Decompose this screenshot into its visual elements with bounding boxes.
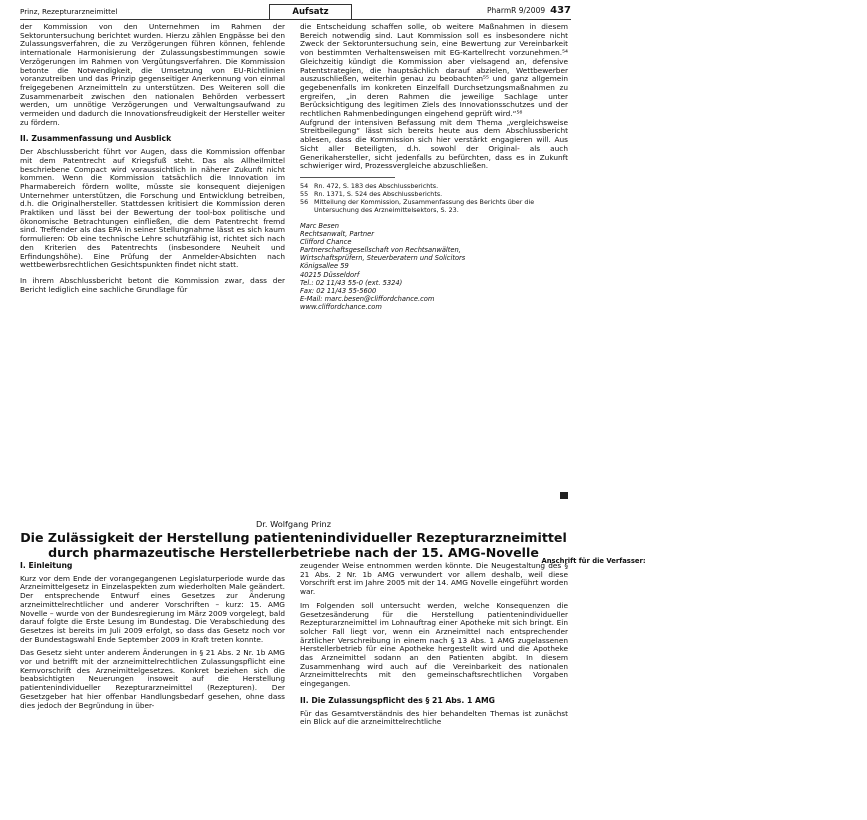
- end-of-article-mark: [560, 492, 568, 499]
- body-paragraph: zeugender Weise entnommen werden könnte. Die Neugestaltung des § 21 Abs. 2 Nr. 1b AMG verwundert vor allem deshalb, weil diese Vorschrift erst im Jahre 2005 mit der 14. AMG Novelle eingeführt worden war.: [300, 561, 568, 597]
- body-paragraph: Im Folgenden soll untersucht werden, welche Konsequenzen die Gesetzesänderung für die Herstellung patientenindividueller Rezepturarzneimittel im Lohnauftrag einer Apotheke mit sich bringt. Ein solcher Fall liegt vor, wenn ein Arzneimittel nach entsprechender ärztlicher Verschreibung in einem nach § 13 Abs. 1 AMG zugelassenen Herstellerbetrieb für eine Apotheke hergestellt wird und die Apotheke das Arzneimittel sodann an den Patienten abgibt. In diesem Zusammenhang wird auch auf die Vereinbarkeit des nationalen Arzneimittelrechts mit den gemeinschaftsrechtlichen Vorgaben eingegangen.: [300, 600, 568, 689]
- footnote: [300, 190, 568, 198]
- address-line: Fax: 02 11/43 55-5600: [300, 286, 377, 295]
- bottom-right-column: [300, 562, 568, 727]
- section-heading: I. Einleitung: [20, 561, 73, 570]
- address-website: www.cliffordchance.com: [300, 302, 382, 311]
- address-line: Wirtschaftsprüfern, Steuerberatern und Solicitors: [300, 254, 466, 263]
- body-paragraph: Das Gesetz sieht unter anderem Änderungen in § 21 Abs. 2 Nr. 1b AMG vor und betrifft mit der arzneimittelrechtlichen Zulassungspflicht eine Kernvorschrift des Arzneimittelgesetzes. Konkret beziehen sich die beabsichtigten Neuerungen insoweit auf die Herstellung patientenindividueller Rezepturarzneimittel (Rezepturen). Der Gesetzgeber hat hier offenbar Handlungsbedarf gesehen, ohne dass dies jedoch der Begründung in über-: [20, 648, 285, 710]
- running-head: [20, 3, 571, 20]
- section-heading: II. Die Zulassungspflicht des § 21 Abs. 1 AMG: [300, 695, 495, 705]
- running-head-left: Prinz, Rezepturarzneimittel: [20, 7, 118, 16]
- address-line: Tel.: 02 11/43 55-0 (ext. 5324): [300, 278, 403, 287]
- address-line: Clifford Chance: [300, 238, 352, 247]
- address-line: Rechtsanwalt, Partner: [300, 230, 375, 239]
- section-tab: Aufsatz: [269, 4, 352, 19]
- author-address: [300, 221, 646, 565]
- address-line: Marc Besen: [300, 221, 339, 230]
- article-title-line: Die Zulässigkeit der Herstellung patientenindividueller Rezepturarzneimittel: [20, 530, 567, 545]
- running-head-right: [487, 5, 571, 16]
- page-number: 437: [550, 5, 571, 16]
- footnote: [300, 182, 568, 190]
- journal-issue: PharmR 9/2009: [487, 6, 546, 15]
- footnote-text: Mitteilung der Kommission, Zusammenfassung des Berichts über die Untersuchung des Arzneimittelsektors, S. 23.: [314, 197, 535, 214]
- body-paragraph: die Entscheidung schaffen solle, ob weitere Maßnahmen in diesem Bereich notwendig sind. Laut Kommission soll es insbesondere nicht Zweck der Sektoruntersuchung sein, eine Bewertung zur Vereinbarkeit von bestimmten Verhaltensweisen mit EG-Kartellrecht vorzunehmen.⁵⁴ Gleichzeitig kündigt die Kommission aber vielsagend an, defensive Patentstrategien, die hauptsächlich darauf abzielen, Wettbewerber auszuschließen, weiterhin genau zu beobachten⁵⁵ und ganz allgemein gegebenenfalls im konkreten Einzelfall Durchsetzungsmaßnahmen zu ergreifen, „in deren Rahmen die jeweilige Sachlage unter Berücksichtigung des legitimen Ziels des Innovationsschutzes und der rechtlichen Rahmenbedingungen eingehend geprüft wird.“⁵⁶: [300, 22, 568, 119]
- address-line: Königsallee 59: [300, 262, 349, 271]
- body-paragraph: der Kommission von den Unternehmen im Rahmen der Sektoruntersuchung berichtet wurden. Hierzu zählen Engpässe bei den Zulassungsverfahren, die zu Verzögerungen führen können, fehlende internationale Harmonisierung der Zulassungsbestimmungen sowie Verzögerungen im Rahmen von Vergütungsverfahren. Die Kommission betonte die Notwendigkeit, die Umsetzung von EU-Richtlinien voranzutreiben und das Prinzip gegenseitiger Anerkennung von einmal freigegebenen Arzneimitteln zu unterstützen. Des Weiteren soll die Zusammenarbeit zwischen den nationalen Behörden verbessert werden, um unnötige Verzögerungen und Verwaltungsaufwand zu vermeiden und dadurch die Innovationsfreudigkeit der Hersteller weiter zu fördern.: [20, 22, 285, 127]
- address-email: E-Mail: marc.besen@cliffordchance.com: [300, 294, 435, 303]
- top-left-column: [20, 23, 285, 294]
- bottom-left-column: [20, 562, 285, 710]
- section-heading: II. Zusammenfassung und Ausblick: [20, 134, 172, 144]
- address-title: Anschrift für die Verfasser:: [541, 557, 646, 565]
- body-paragraph: Der Abschlussbericht führt vor Augen, dass die Kommission offenbar mit dem Patentrecht auf Kriegsfuß steht. Das als Allheilmittel beschriebene Compact wird voraussichtlich in näherer Zukunft nicht kommen. Wenn die Kommission tatsächlich die Innovation im Pharmabereich fördern wollte, müsste sie konsequent diejenigen Unternehmer unterstützen, die Forschung und Entwicklung betreiben, d.h. die Originalhersteller. Stattdessen kritisiert die Kommission deren Praktiken und lässt bei der Bewertung der tool-box politische und ökonomische Betrachtungen einfließen, die dem Patentrecht fremd sind. Treffender als das EPA in seiner Stellungnahme lässt es sich kaum formulieren: Ob eine technische Lehre schutzfähig ist, richtet sich nach den Kriterien des Patentrechts (insbesondere Neuheit und Erfindungshöhe). Eine Prüfung der Anmelder-Absichten nach wettbewerbsrechtlichen Gesichtspunkten findet nicht statt.: [20, 147, 285, 270]
- body-paragraph: Aufgrund der intensiven Befassung mit dem Thema „vergleichsweise Streitbeilegung“ lässt sich bereits heute aus dem Abschlussbericht ablesen, dass die Kommission sich hier verstärkt engagieren will. Aus Sicht aller Beteiligten, d.h. sowohl der Original- als auch Generikahersteller, sicht jedenfalls zu befürchten, dass es in Zukunft schwieriger wird, Prozessvergleiche abzuschließen.: [300, 117, 568, 171]
- address-line: 40215 Düsseldorf: [300, 270, 360, 279]
- article-title: [20, 531, 567, 560]
- footnote: [300, 198, 568, 214]
- article-title-line: durch pharmazeutische Herstellerbetriebe nach der 15. AMG-Novelle: [48, 544, 539, 560]
- footnote-rule: [300, 177, 395, 178]
- address-line: Partnerschaftsgesellschaft von Rechtsanwälten,: [300, 246, 461, 255]
- footnote-number: 54: [300, 181, 309, 190]
- body-paragraph: Für das Gesamtverständnis des hier behandelten Themas ist zunächst ein Blick auf die arzneimittelrechtliche: [300, 708, 568, 727]
- footnote-text: Rn. 1371, S. 524 des Abschlussberichts.: [314, 189, 443, 198]
- body-paragraph: Kurz vor dem Ende der vorangegangenen Legislaturperiode wurde das Arzneimittelgesetz in Einzelaspekten zum wiederholten Male geändert. Der entsprechende Entwurf eines Gesetzes zur Änderung arzneimittelrechtlicher und anderer Vorschriften – kurz: 15. AMG Novelle – wurde von der Bundesregierung im März 2009 vorgelegt, bald darauf folgte die Erste Lesung im Bundestag. Die Verabschiedung des Gesetzes ist bereits im Juli 2009 erfolgt, so dass das Gesetz noch vor der Bundestagswahl Ende September 2009 in Kraft treten konnte.: [20, 573, 285, 644]
- article-author: Dr. Wolfgang Prinz: [255, 519, 332, 529]
- top-right-column: [300, 22, 646, 565]
- footnote-number: 55: [300, 189, 309, 198]
- footnote-number: 56: [300, 197, 309, 206]
- footnote-text: Rn. 472, S. 183 des Abschlussberichts.: [314, 181, 439, 190]
- body-paragraph: In ihrem Abschlussbericht betont die Kommission zwar, dass der Bericht lediglich eine sachliche Grundlage für: [20, 275, 285, 294]
